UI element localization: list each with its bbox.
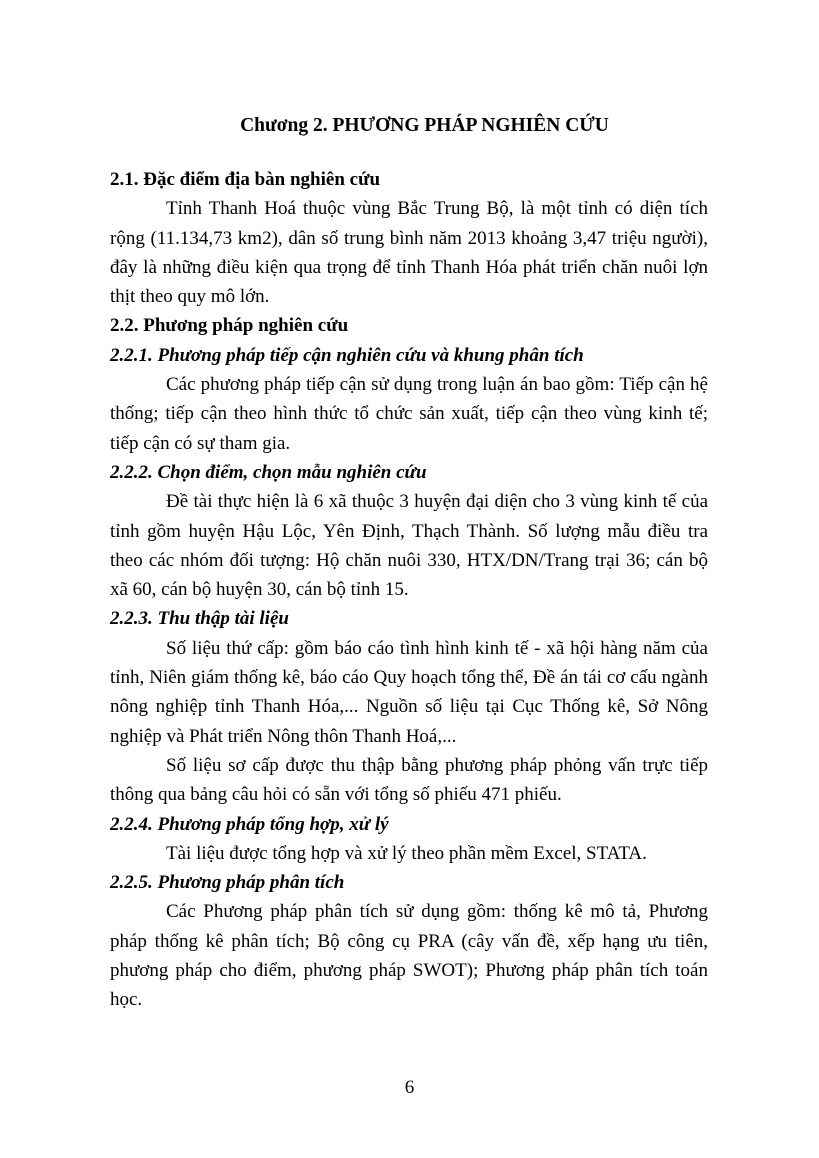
section-2-2-5-heading: 2.2.5. Phương pháp phân tích (110, 872, 345, 894)
section-2-2-4-heading: 2.2.4. Phương pháp tổng hợp, xử lý (110, 813, 389, 835)
section-2-2-3-paragraph-1: Số liệu thứ cấp: gồm báo cáo tình hình kinh tế - xã hội hàng năm của tỉnh, Niên giám thống kê, báo cáo Quy hoạch tổng thể, Đề án tái cơ cấu ngành nông nghiệp tỉnh Thanh Hóa,... Nguồn số liệu tại Cục Thống kê, Sở Nông nghiệp và Phát triển Nông thôn Thanh Hoá,... (110, 637, 708, 747)
section-2-2-3-heading: 2.2.3. Thu thập tài liệu (110, 608, 289, 630)
section-2-2-2-heading: 2.2.2. Chọn điểm, chọn mẫu nghiên cứu (110, 461, 427, 483)
section-2-1-paragraph: Tỉnh Thanh Hoá thuộc vùng Bắc Trung Bộ, là một tỉnh có diện tích rộng (11.134,73 km2), dân số trung bình năm 2013 khoảng 3,47 triệu người), đây là những điều kiện qua trọng để tỉnh Thanh Hóa phát triển chăn nuôi lợn thịt theo quy mô lớn. (110, 198, 708, 308)
section-2-2-heading: 2.2. Phương pháp nghiên cứu (110, 315, 349, 337)
section-2-1-heading: 2.1. Đặc điểm địa bàn nghiên cứu (110, 169, 381, 190)
body-text (110, 165, 708, 1015)
section-2-2-2-paragraph: Đề tài thực hiện là 6 xã thuộc 3 huyện đại diện cho 3 vùng kinh tế của tỉnh gồm huyện Hậu Lộc, Yên Định, Thạch Thành. Số lượng mẫu điều tra theo các nhóm đối tượng: Hộ chăn nuôi 330, HTX/DN/Trang trại 36; cán bộ xã 60, cán bộ huyện 30, cán bộ tỉnh 15. (110, 491, 708, 601)
chapter-title: Chương 2. PHƯƠNG PHÁP NGHIÊN CỨU (240, 115, 609, 136)
section-2-2-3-paragraph-2: Số liệu sơ cấp được thu thập bằng phương pháp phỏng vấn trực tiếp thông qua bảng câu hỏi có sẵn với tổng số phiếu 471 phiếu. (110, 754, 708, 806)
section-2-2-1-heading: 2.2.1. Phương pháp tiếp cận nghiên cứu và khung phân tích (110, 344, 584, 366)
section-2-2-4-paragraph: Tài liệu được tổng hợp và xử lý theo phần mềm Excel, STATA. (166, 842, 647, 864)
page-number: 6 (404, 1077, 415, 1098)
section-2-2-5-paragraph: Các Phương pháp phân tích sử dụng gồm: thống kê mô tả, Phương pháp thống kê phân tích; Bộ công cụ PRA (cây vấn đề, xếp hạng ưu tiên, phương pháp cho điểm, phương pháp SWOT); Phương pháp phân tích toán học. (110, 901, 708, 1011)
section-2-2-1-paragraph: Các phương pháp tiếp cận sử dụng trong luận án bao gồm: Tiếp cận hệ thống; tiếp cận theo hình thức tổ chức sản xuất, tiếp cận theo vùng kinh tế; tiếp cận có sự tham gia. (110, 374, 708, 454)
